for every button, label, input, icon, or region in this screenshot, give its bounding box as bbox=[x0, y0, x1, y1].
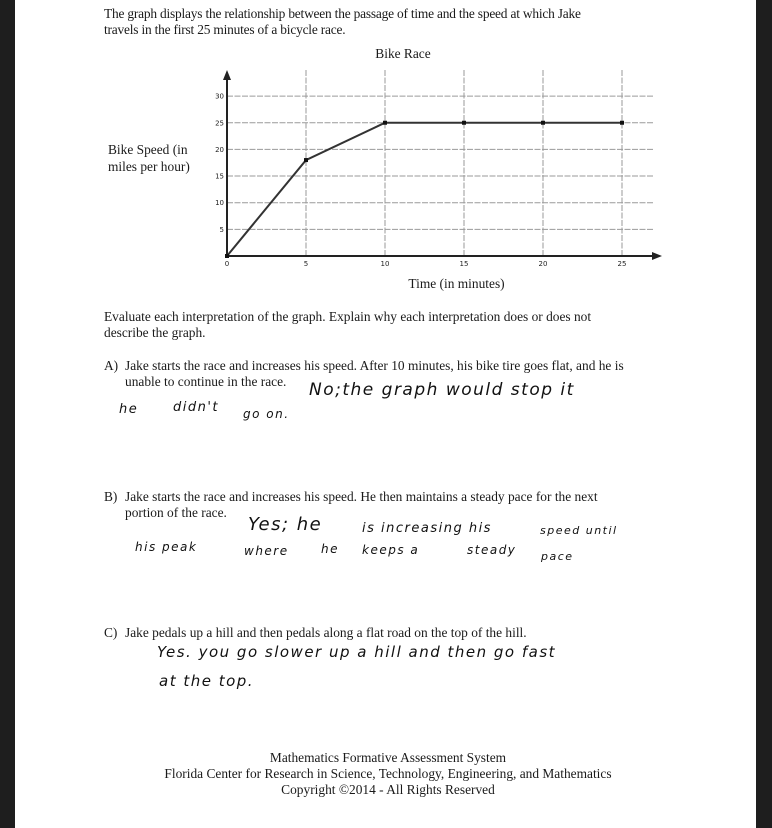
answer-b-part-5: where bbox=[244, 544, 289, 558]
instructions-line-1: Evaluate each interpretation of the graph. Explain why each interpretation does or does not bbox=[104, 309, 592, 324]
x-tick-label: 0 bbox=[224, 260, 230, 268]
answer-b-part-8: steady bbox=[467, 543, 517, 557]
answer-c-line-2: at the top. bbox=[159, 672, 255, 690]
intro-line-1: The graph displays the relationship between the passage of time and the speed at which Jake bbox=[104, 6, 581, 21]
answer-b-part-6: he bbox=[321, 542, 339, 556]
question-b bbox=[104, 489, 704, 520]
data-point-marker bbox=[620, 121, 624, 125]
intro-line-2: travels in the first 25 minutes of a bicycle race. bbox=[104, 22, 346, 37]
question-b-text bbox=[125, 489, 685, 521]
chart-tick-labels bbox=[215, 93, 626, 268]
question-c-text bbox=[125, 625, 685, 641]
y-tick-label: 20 bbox=[215, 145, 224, 154]
x-tick-label: 20 bbox=[538, 260, 548, 268]
x-tick-label: 15 bbox=[459, 260, 469, 268]
speed-line bbox=[227, 123, 622, 256]
chart-x-axis-label: Time (in minutes) bbox=[408, 276, 505, 291]
y-tick-label: 25 bbox=[215, 119, 224, 128]
footer-line-3: Copyright ©2014 - All Rights Reserved bbox=[281, 782, 495, 797]
answer-b-part-4: his peak bbox=[135, 540, 198, 554]
y-tick-label: 30 bbox=[215, 92, 224, 101]
y-tick-label: 5 bbox=[219, 225, 224, 234]
x-tick-label: 25 bbox=[617, 260, 627, 268]
worksheet-page bbox=[15, 0, 756, 828]
question-c-line-1: Jake pedals up a hill and then pedals along a flat road on the top of the hill. bbox=[125, 625, 527, 640]
question-a-letter: A) bbox=[104, 358, 119, 373]
data-point-marker bbox=[225, 254, 229, 258]
question-a-line-2: unable to continue in the race. bbox=[125, 374, 287, 389]
y-tick-label: 10 bbox=[215, 199, 224, 208]
answer-a-part-2: he bbox=[119, 402, 139, 417]
answer-b-part-3: speed until bbox=[540, 524, 618, 537]
answer-a-part-4: go on. bbox=[243, 407, 290, 421]
question-c-letter: C) bbox=[104, 625, 118, 640]
question-b-line-1: Jake starts the race and increases his speed. He then maintains a steady pace for the next bbox=[125, 489, 598, 504]
answer-a-part-3: didn't bbox=[173, 400, 220, 415]
data-point-marker bbox=[541, 121, 545, 125]
data-point-marker bbox=[383, 121, 387, 125]
y-label-line-1: Bike Speed (in bbox=[108, 142, 188, 157]
y-label-line-2: miles per hour) bbox=[108, 159, 190, 174]
footer-line-2: Florida Center for Research in Science, Technology, Engineering, and Mathematics bbox=[164, 766, 612, 781]
question-a-line-1: Jake starts the race and increases his speed. After 10 minutes, his bike tire goes flat, and he is bbox=[125, 358, 624, 373]
answer-b-part-2: is increasing his bbox=[362, 521, 492, 536]
answer-b-part-9: pace bbox=[541, 550, 574, 563]
chart-axes bbox=[223, 70, 662, 260]
chart-grid bbox=[227, 70, 654, 256]
answer-a-part-1: No;the graph would stop it bbox=[309, 380, 575, 400]
answer-b-part-7: keeps a bbox=[362, 543, 420, 557]
x-axis-arrow-icon bbox=[652, 252, 662, 260]
chart-series-line bbox=[225, 121, 624, 258]
answer-c-line-1: Yes. you go slower up a hill and then go fast bbox=[157, 643, 557, 661]
x-tick-label: 5 bbox=[303, 260, 309, 268]
y-axis-arrow-icon bbox=[223, 70, 231, 80]
question-b-letter: B) bbox=[104, 489, 118, 504]
data-point-marker bbox=[462, 121, 466, 125]
bike-race-chart bbox=[0, 0, 772, 300]
instructions-line-2: describe the graph. bbox=[104, 325, 206, 340]
x-tick-label: 10 bbox=[380, 260, 390, 268]
footer bbox=[15, 750, 756, 798]
y-tick-label: 15 bbox=[215, 172, 224, 181]
data-point-marker bbox=[304, 158, 308, 162]
question-b-line-2: portion of the race. bbox=[125, 505, 227, 520]
answer-b-part-1: Yes; he bbox=[248, 514, 323, 535]
question-a bbox=[104, 358, 704, 389]
chart-title: Bike Race bbox=[375, 46, 431, 61]
footer-line-1: Mathematics Formative Assessment System bbox=[269, 750, 507, 765]
question-c bbox=[104, 625, 704, 645]
instructions bbox=[104, 309, 664, 341]
